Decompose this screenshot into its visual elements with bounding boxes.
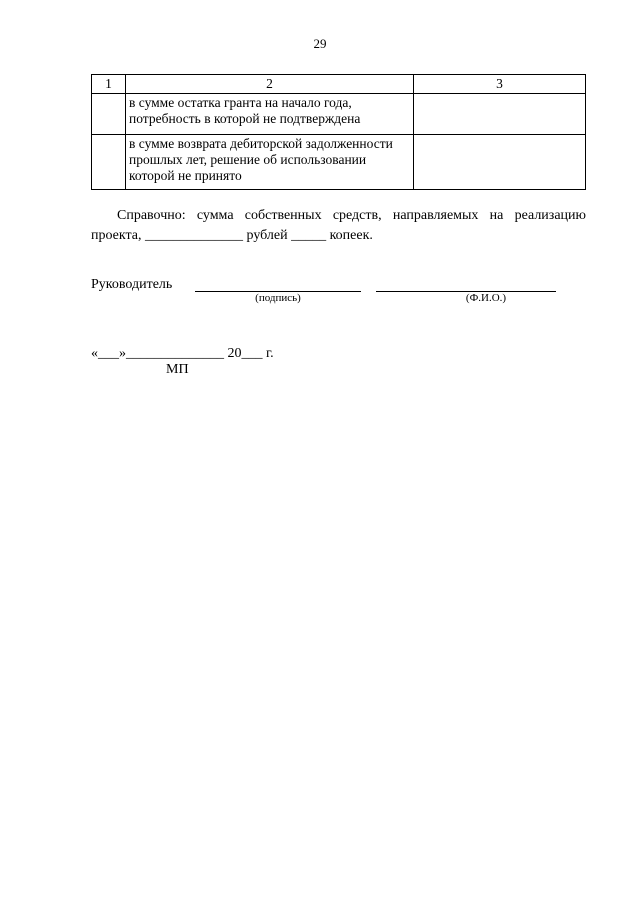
table-header-cell: 2 [126, 75, 414, 94]
table-header-cell: 3 [414, 75, 586, 94]
full-name-caption: (Ф.И.О.) [465, 292, 507, 304]
table-cell: в сумме возврата дебиторской задолженности прошлых лет, решение об использовании которой не принято [126, 135, 414, 190]
table-header-cell: 1 [92, 75, 126, 94]
reference-note: Справочно: сумма собственных средств, направляемых на реализацию проекта, ______________ рублей _____ копеек. [91, 208, 586, 243]
table-cell [92, 94, 126, 135]
table-cell: в сумме остатка гранта на начало года, потребность в которой не подтверждена [126, 94, 414, 135]
table-cell [414, 135, 586, 190]
signature-caption: (подпись) [255, 292, 301, 304]
table-row [92, 94, 586, 135]
form-table [91, 74, 586, 190]
table-cell [92, 135, 126, 190]
table-header-row [92, 75, 586, 94]
table-cell [414, 94, 586, 135]
table-row [92, 135, 586, 190]
signature-block [91, 277, 586, 317]
head-label: Руководитель [91, 277, 173, 292]
stamp-label: МП [166, 362, 189, 377]
page-number: 29 [313, 36, 327, 51]
date-line: «___»______________ 20___ г. [91, 346, 274, 361]
